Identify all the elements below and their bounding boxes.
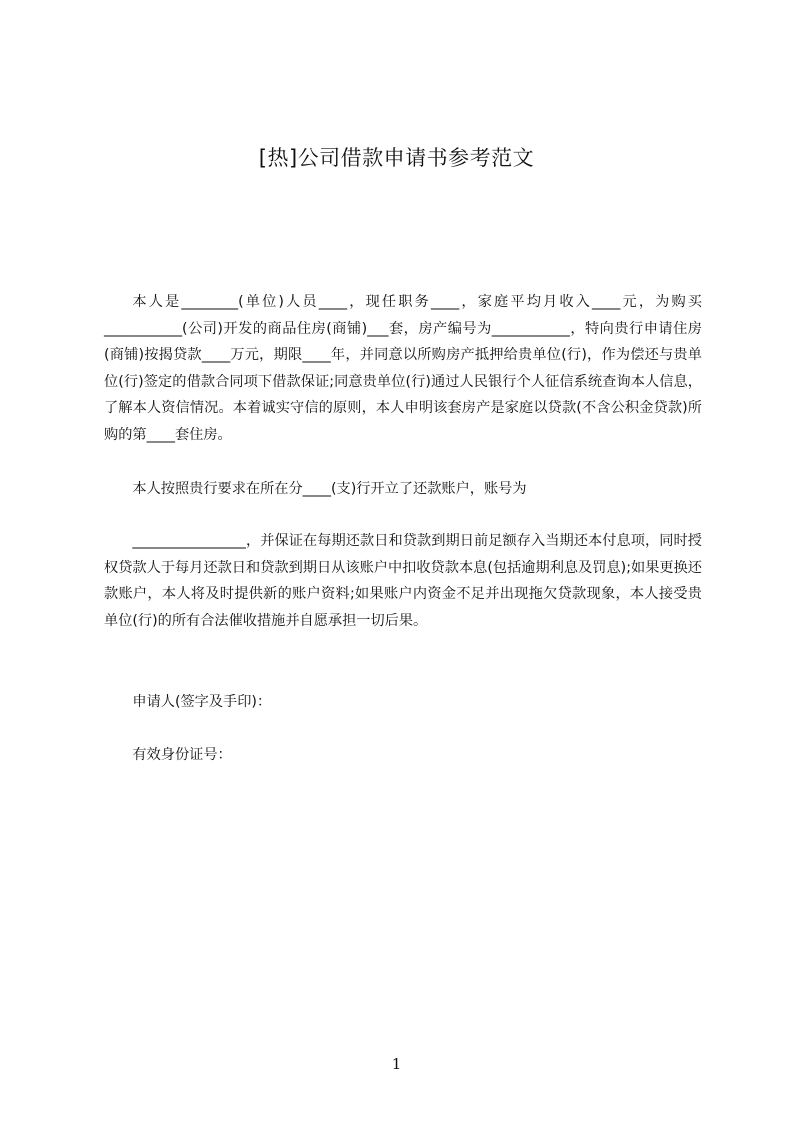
paragraph-repayment-authorization: ________________，并保证在每期还款日和贷款到期日前足额存入当期还本付息项，同时授权贷款人于每月还款日和贷款到期日从该账户中扣收贷款本息(包括逾期利息及罚息);如果更换还款账户，本人将及时提供新的账户资料;如果账户内资金不足并出现拖欠贷款现象，本人接受贵单位(行)的所有合法催收措施并自愿承担一切后果。 (104, 533, 702, 629)
paragraph-account-opening: 本人按照贵行要求在所在分____(支)行开立了还款账户，账号为 (132, 481, 527, 497)
document-title: [热]公司借款申请书参考范文 (258, 146, 535, 170)
id-number-line: 有效身份证号： (132, 747, 232, 763)
page-number: 1 (391, 1055, 402, 1073)
paragraph-application-statement: 本人是________(单位)人员____，现任职务____，家庭平均月收入____元，为购买___________(公司)开发的商品住房(商铺)___套，房产编号为___________，特向贵行申请住房(商铺)按揭贷款____万元，期限____年，并同意以所购房产抵押给贵单位(行)，作为偿还与贵单位(行)签定的借款合同项下借款保证;同意贵单位(行)通过人民银行个人征信系统查询本人信息，了解本人资信情况。本着诚实守信的原则，本人申明该套房产是家庭以贷款(不含公积金贷款)所购的第____套住房。 (104, 294, 702, 443)
applicant-signature-line: 申请人(签字及手印)： (132, 694, 272, 710)
